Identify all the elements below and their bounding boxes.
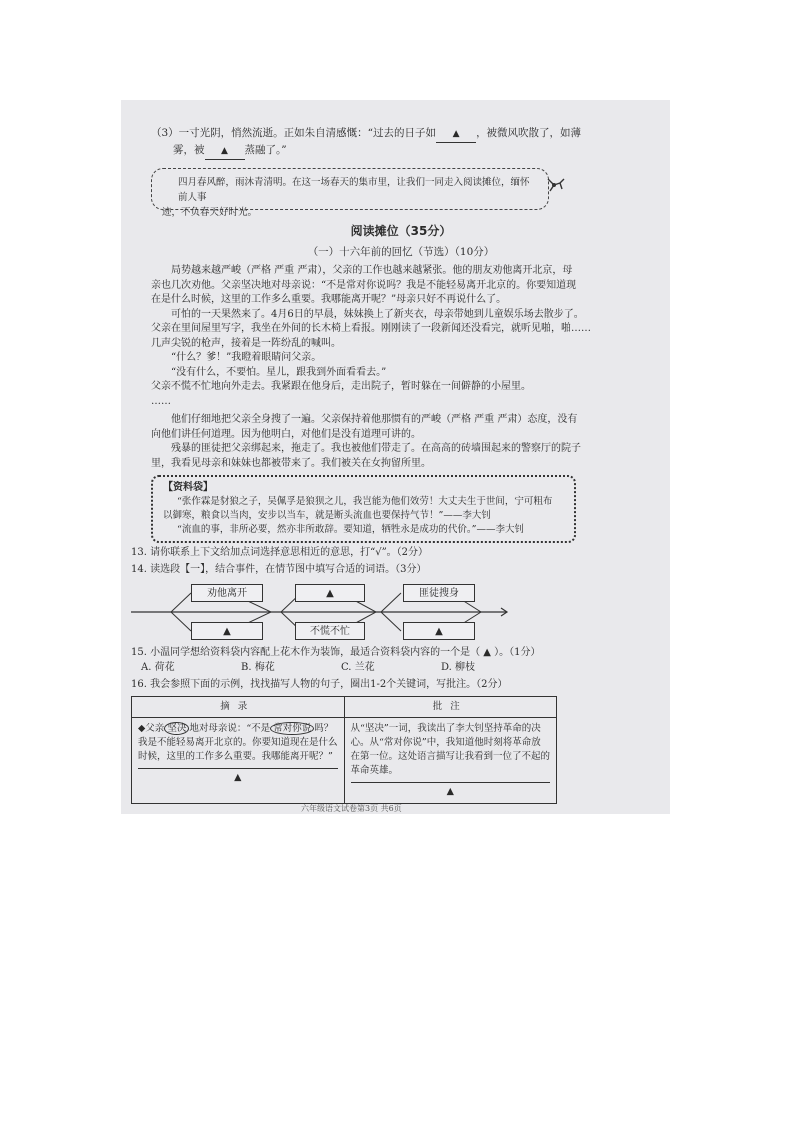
page-content (131, 126, 651, 804)
plot-box-top-mid: ▲ (295, 584, 365, 602)
passage-line: 局势越来越严峻（严格 严重 严肃），父亲的工作也越来越紧张。他的朋友劝他离开北京，母 (171, 265, 573, 276)
question-14: 14. 读选段【一】，结合事件，在情节图中填写合适的词语。（3分） (131, 564, 427, 575)
q3-line1-a: （3）一寸光阴，悄然流逝。正如朱自清感慨：“过去的日子如 (151, 127, 437, 139)
circled-word-1: 坚决 (164, 722, 189, 735)
q3-blank-2 (205, 143, 245, 160)
passage-line: “什么？爹！”我瞪着眼睛问父亲。 (171, 352, 322, 363)
flower-deco-icon (544, 175, 566, 199)
question-13: 13. 请你联系上下文给加点词选择意思相近的意思，打“√”。（2分） (131, 547, 429, 558)
passage-line: 残暴的匪徒把父亲绑起来，拖走了。我也被他们带走了。在高高的砖墙围起来的警察厅的院子 (171, 443, 581, 454)
plot-box-top-left: 劝他离开 (191, 584, 263, 602)
question-16: 16. 我会参照下面的示例，找找描写人物的句子，圈出1-2个关键词，写批注。（2分） (131, 679, 508, 690)
excerpt-text-b: 地对母亲说：“不是 (189, 723, 271, 734)
passage-line: 父亲不慌不忙地向外走去。我紧跟在他身后，走出院子，暂时躲在一间僻静的小屋里。 (151, 381, 531, 392)
reference-box (151, 475, 576, 543)
triangle-icon: ▲ (446, 786, 454, 797)
question-15: 15. 小温同学想给资料袋内容配上花木作为装饰，最适合资料袋内容的一个是（ ▲ ）。（1分） (131, 647, 541, 658)
triangle-icon: ▲ (452, 129, 460, 139)
circled-word-2: 常对你说 (270, 722, 314, 735)
reference-line-3: “流血的事，非所必要，然亦非所敢辞。要知道，牺牲永是成功的代价。”——李大钊 (177, 524, 524, 535)
annotation-table (131, 696, 557, 804)
plot-box-bottom-mid: 不慌不忙 (295, 622, 365, 640)
excerpt-cell (132, 718, 345, 804)
note-text: 从“坚决”一词，我读出了李大钊坚持革命的决心。从“常对你说”中，我知道他时刻将革命放在第一位。这处语言描写让我看到一位了不起的革命英雄。 (350, 723, 551, 776)
banner-box (151, 168, 549, 218)
excerpt-text-a: ◆父亲 (138, 723, 165, 734)
banner-line-2: 迹，不负春天好时光。 (162, 207, 258, 218)
passage-line: 他们仔细地把父亲全身搜了一遍。父亲保持着他那惯有的严峻（严格 严重 严肃）态度，没有 (171, 414, 578, 425)
q3-line1-b: ，被微风吹散了，如薄 (476, 127, 582, 139)
plot-diagram (131, 581, 511, 643)
passage-line: 几声尖锐的枪声，接着是一阵纷乱的喊叫。 (151, 337, 341, 349)
plot-box-bottom-right: ▲ (403, 622, 475, 640)
option-c: C. 兰花 (341, 662, 375, 673)
reference-title: 【资料袋】 (163, 482, 213, 493)
triangle-icon: ▲ (234, 772, 242, 783)
passage-line: 父亲在里间屋里写字，我坐在外间的长木椅上看报。刚刚读了一段新闻还没看完，就听见啪，啪…… (151, 323, 591, 334)
section-title: 阅读摊位（35分） (350, 224, 452, 238)
option-b: B. 梅花 (241, 662, 275, 673)
table-head-note: 批注 (344, 697, 557, 718)
excerpt-text-c: 吗？我是不能轻易离开北京的。你要知道现在是什么时候，这里的工作多么重要。我哪能离开呢？” (138, 723, 338, 762)
passage-line: 亲也几次劝他。父亲坚决地对母亲说：“不是常对你说吗？我是不能轻易离开北京的。你要知道现 (151, 279, 577, 291)
option-d: D. 柳枝 (441, 662, 476, 673)
passage-line: “没有什么，不要怕。星儿，跟我到外面看看去。” (171, 366, 387, 378)
q15-options (141, 660, 651, 675)
reference-line-2: 以御寒，粮食以当肉，安步以当车，就是断头流血也要保持气节！”——李大钊 (163, 510, 491, 521)
exam-paper (121, 100, 670, 814)
triangle-icon: ▲ (221, 146, 228, 156)
answer-line-left (138, 768, 338, 785)
question-3 (151, 126, 651, 160)
q3-line2-a: 雾，被 (173, 144, 205, 156)
passage-line: 里，我看见母亲和妹妹也都被带来了。我们被关在女拘留所里。 (151, 457, 431, 469)
passage-line: …… (151, 395, 171, 407)
passage-line: 可怕的一天果然来了。4月6日的早晨，妹妹换上了新夹衣，母亲带她到儿童娱乐场去散步了。 (171, 308, 584, 320)
passage-title: （一）十六年前的回忆（节选）（10分） (307, 246, 495, 258)
reference-line-1: “张作霖是豺狼之子，吴佩孚是狼狈之儿，我岂能为他们效劳！大丈夫生于世间，宁可粗布 (177, 496, 553, 507)
plot-box-bottom-left: ▲ (191, 622, 263, 640)
option-a: A. 荷花 (141, 662, 175, 673)
plot-box-top-right: 匪徒搜身 (403, 584, 475, 602)
passage (151, 264, 651, 471)
passage-line: 向他们讲任何道理。因为他明白，对他们是没有道理可讲的。 (151, 428, 421, 440)
answer-line-right (351, 782, 551, 799)
note-cell (344, 718, 557, 804)
passage-line: 在是什么时候，这里的工作多么重要。我哪能离开呢？”母亲只好不再说什么了。 (151, 294, 507, 305)
page-footer: 六年级语文试卷第3页 共6页 (301, 804, 402, 813)
table-head-excerpt: 摘录 (132, 697, 345, 718)
banner-line-1: 四月春风醉，雨沐青清明。在这一场春天的集市里，让我们一同走入阅读摊位，缅怀前人事 (178, 177, 530, 203)
q3-line2-b: 蒸融了。” (244, 144, 287, 156)
q3-blank-1 (436, 126, 476, 143)
